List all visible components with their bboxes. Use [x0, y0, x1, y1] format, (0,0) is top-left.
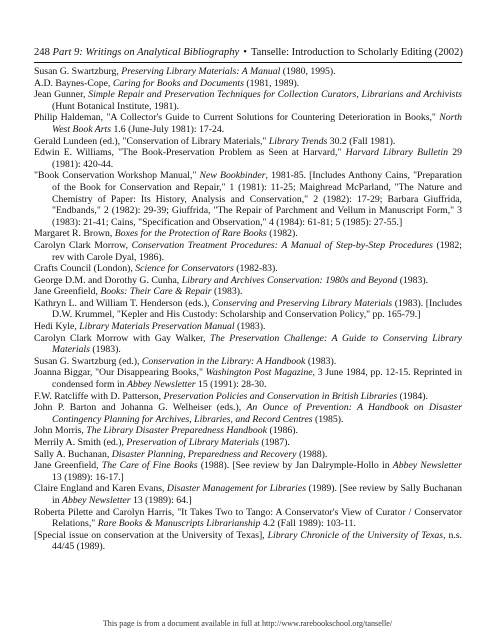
reference-text: A.D. Baynes-Cope, [34, 77, 113, 89]
reference-entry [34, 170, 462, 228]
reference-title: Abbey Newsletter [392, 460, 462, 472]
reference-text: (1982; rev with Carole Dyal, 1986). [52, 239, 462, 263]
reference-text: "Book Conservation Workshop Manual," [34, 170, 200, 182]
reference-title: Boxes for the Protection of Rare Books [114, 228, 267, 240]
part-title: Part 9: Writings on Analytical Bibliography [52, 47, 240, 58]
reference-text: Hedi Kyle, [34, 321, 80, 333]
reference-text: (1982-83). [233, 263, 278, 275]
reference-text: 13 (1989): 64.] [130, 494, 192, 506]
reference-entry [34, 449, 462, 461]
page-footer: This page is from a document available in full at http://www.rarebookschool.org/tanselle/ [102, 619, 393, 628]
reference-text: Philip Haldeman, "A Collector's Guide to Current Solutions for Countering Deterioration in Books," [34, 112, 440, 124]
reference-entry [34, 147, 462, 170]
reference-text: Claire England and Karen Evans, [34, 483, 167, 495]
reference-text: (1983). [397, 274, 429, 286]
reference-entry [34, 460, 462, 483]
reference-title: Library and Archives Conservation: 1980s and Beyond [181, 274, 398, 286]
reference-title: The Care of Fine Books [101, 460, 198, 472]
reference-entry [34, 240, 462, 263]
reference-entry [34, 425, 462, 437]
reference-entry [34, 402, 462, 425]
reference-entry [34, 367, 462, 390]
reference-text: (1988). [See review by Jan Dalrymple-Hollo in [197, 460, 393, 472]
reference-title: Library Materials Preservation Manual [79, 321, 235, 333]
reference-title: Preserving Library Materials: A Manual [121, 66, 281, 77]
reference-text: Kathryn L. and William T. Henderson (eds.), [34, 297, 213, 309]
reference-text: , 1981-85. [Includes Anthony Cains, "Preparation of the Book for Conservation and Repair," 1 (1981): 11-25; Maighread McParland, "The Nature and Chemistry of Paper: Its History, Analysis and Conservation," 2 (1982): 17-29; Barbara Giuffrida, "Endbands," 2 (1982): 29-39; Giuffrida, "The Repair of Parchment and Vellum in Manuscript Form," 3 (1983): 21-41; Cains, "Specification and Observation," 4 (1984): 61-81; 5 (1985): 27-55.] [52, 170, 462, 228]
reference-title: An Ounce of Prevention: A Handbook on Disaster Contingency Planning for Archives, Libraries, and Record Centres [52, 402, 462, 425]
reference-text: (1989). [See review by Sally Buchanan in [52, 483, 463, 506]
reference-entry [34, 356, 462, 368]
reference-entry [34, 483, 462, 506]
reference-title: The Preservation Challenge: A Guide to Conserving Library Materials [52, 332, 462, 356]
reference-entry [34, 228, 462, 240]
reference-text: 30.2 (Fall 1981). [327, 135, 396, 147]
reference-entry [34, 89, 462, 112]
reference-text: 29 (1981): 420-44. [52, 147, 462, 170]
reference-title: Simple Repair and Preservation Techniques for Collection Curators, Librarians and Archivists [88, 89, 462, 101]
reference-entry [34, 78, 462, 90]
reference-text: (1983). [305, 355, 337, 367]
reference-title: Library Trends [268, 135, 328, 147]
reference-title: Books: Their Care & Repair [100, 286, 212, 298]
reference-text: Susan G. Swartzburg, [34, 66, 122, 77]
reference-title: Conservation in the Library: A Handbook [141, 355, 306, 367]
reference-text: (1985). [312, 413, 344, 425]
reference-title: Library Chronicle of the University of Texas [267, 529, 444, 541]
book-title: Tanselle: Introduction to Scholarly Editing (2002) [250, 47, 463, 58]
reference-text: John P. Barton and Johanna G. Welheiser (eds.), [34, 402, 247, 414]
reference-entry [34, 275, 462, 287]
reference-text: Joanna Biggar, "Our Disappearing Books," [34, 367, 206, 379]
reference-entry [34, 136, 462, 148]
reference-text: , n.s. 44/45 (1989). [52, 529, 462, 553]
running-header [34, 47, 462, 59]
reference-text: [Special issue on conservation at the University of Texas], [34, 529, 268, 541]
reference-entry [34, 263, 462, 275]
reference-text: (1986). [267, 425, 298, 437]
reference-text: (1980, 1995). [280, 66, 336, 77]
reference-entry [34, 66, 462, 78]
reference-text: Margaret R. Brown, [34, 228, 115, 240]
reference-text: F.W. Ratcliffe with D. Patterson, [34, 390, 164, 402]
reference-text: (1983). [234, 321, 266, 333]
reference-text: 1.6 (June-July 1981): 17-24. [111, 123, 225, 135]
reference-title: Caring for Books and Documents [112, 77, 244, 89]
reference-entry [34, 321, 462, 333]
reference-entry [34, 437, 462, 449]
reference-text: Carolyn Clark Morrow, [34, 239, 132, 251]
reference-text: , 3 June 1984, pp. 12-15. Reprinted in condensed form in [52, 367, 463, 391]
header-rule [34, 62, 462, 63]
reference-title: North West Book Arts [52, 112, 462, 135]
reference-entry [34, 391, 462, 403]
reference-title: Rare Books & Manuscripts Librarianship [97, 518, 261, 530]
reference-text: (Hunt Botanical Institute, 1981). [52, 100, 179, 112]
reference-text: (1983). [211, 286, 243, 298]
reference-title: Harvard Library Bulletin [345, 147, 448, 159]
reference-title: The Library Disaster Preparedness Handbook [86, 425, 268, 437]
reference-text: (1987). [258, 437, 290, 448]
reference-text: Jean Gunner, [34, 89, 89, 101]
reference-text: Crafts Council (London), [34, 263, 136, 275]
reference-text: George D.M. and Dorothy G. Cunha, [34, 274, 182, 286]
header-separator: • [243, 47, 247, 58]
reference-text: 13 (1989): 16-17.] [52, 471, 124, 483]
reference-title: Disaster Planning, Preparedness and Recovery [111, 448, 297, 460]
reference-text: (1981, 1989). [243, 77, 300, 89]
reference-text: Jane Greenfield, [34, 460, 102, 472]
reference-entry [34, 530, 462, 553]
reference-text: Edwin E. Williams, "The Book-Preservation Problem as Seen at Harvard," [34, 147, 346, 159]
reference-title: Science for Conservators [135, 263, 234, 275]
page-number: 248 [34, 47, 50, 58]
reference-entry [34, 507, 462, 530]
reference-title: Abbey Newsletter [62, 494, 131, 506]
reference-text: Susan G. Swartzburg (ed.), [34, 355, 142, 367]
reference-title: Preservation of Library Materials [126, 437, 259, 448]
reference-text: 15 (1991): 28-30. [195, 379, 267, 391]
reference-text: Sally A. Buchanan, [34, 448, 112, 460]
reference-title: Washington Post Magazine [205, 367, 313, 379]
reference-text: (1984). [397, 390, 428, 402]
reference-entry [34, 112, 462, 135]
reference-entry [34, 286, 462, 298]
reference-text: Carolyn Clark Morrow with Gay Walker, [34, 332, 211, 344]
reference-title: New Bookbinder [199, 170, 266, 182]
reference-text: (1982). [266, 228, 298, 240]
reference-title: Abbey Newsletter [127, 379, 196, 391]
reference-text: Roberta Pilette and Carolyn Harris, "It Takes Two to Tango: A Conservator's View of Curator / Conservator Relations," [34, 506, 462, 530]
reference-text: Gerald Lundeen (ed.), "Conservation of Library Materials," [34, 135, 269, 147]
reference-text: Jane Greenfield, [34, 286, 101, 298]
reference-text: 4.2 (Fall 1989): 103-11. [260, 518, 356, 530]
reference-entry [34, 333, 462, 356]
reference-title: Conserving and Preserving Library Materials [212, 297, 393, 309]
reference-text: (1983). [89, 344, 121, 356]
reference-text: (1988). [296, 448, 328, 460]
reference-title: Conservation Treatment Procedures: A Manual of Step-by-Step Procedures [131, 239, 433, 251]
reference-title: Disaster Management for Libraries [166, 483, 307, 495]
reference-entry [34, 298, 462, 321]
reference-text: Merrily A. Smith (ed.), [34, 437, 127, 448]
reference-title: Preservation Policies and Conservation in British Libraries [163, 390, 398, 402]
reference-text: (1983). [Includes D.W. Krummel, "Kepler and His Custody: Scholarship and Conservation Policy," pp. 165-79.] [52, 297, 462, 321]
reference-text: John Morris, [34, 425, 87, 437]
reference-list [34, 66, 462, 553]
